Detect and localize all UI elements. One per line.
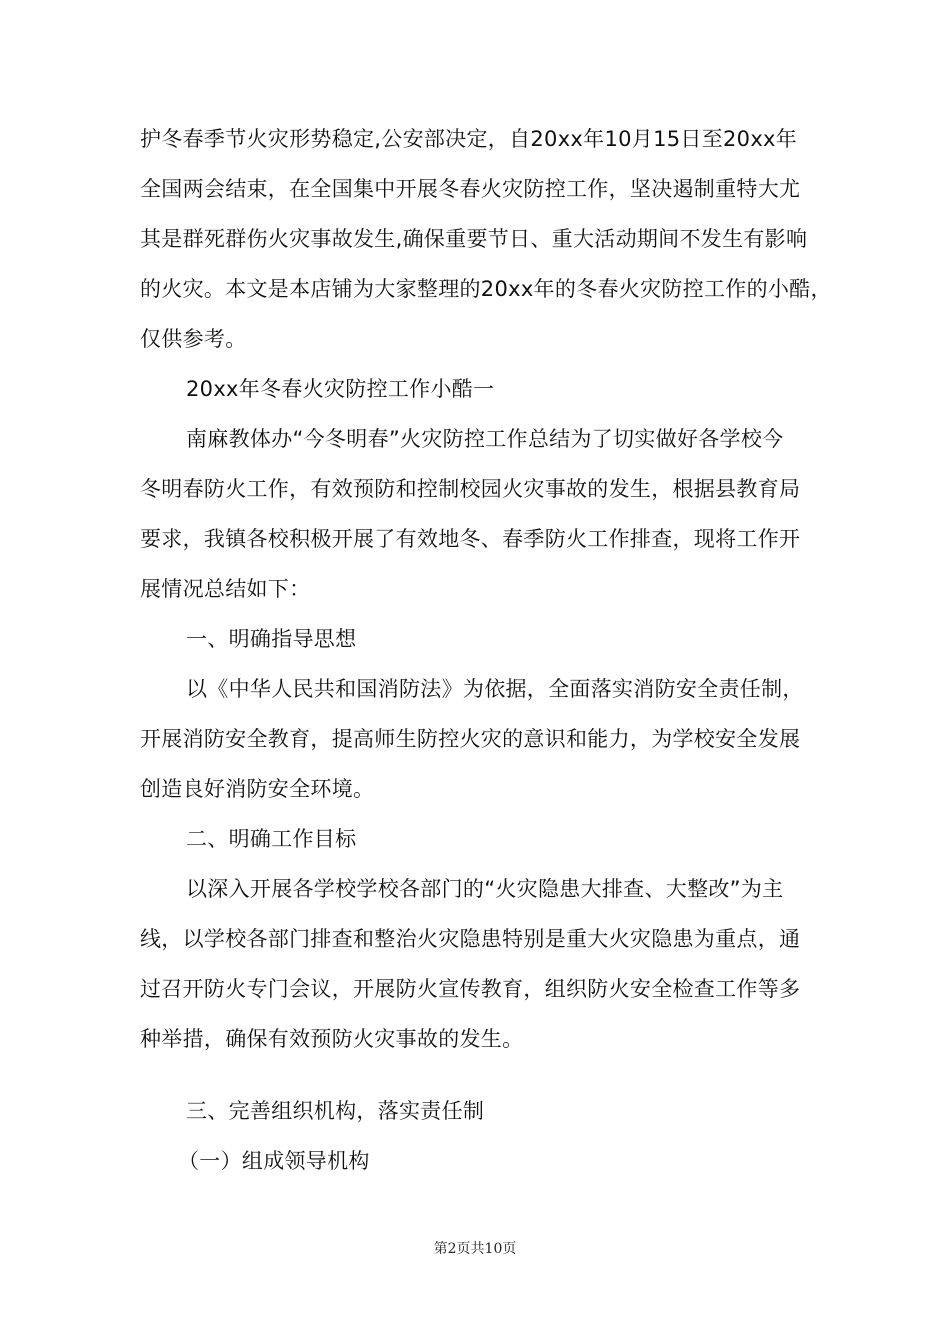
body-text-line: 种举措，确保有效预防火灾事故的发生。: [140, 1027, 524, 1051]
body-text-line: 线，以学校各部门排查和整治火灾隐患特别是重大火灾隐患为重点，通: [140, 927, 801, 951]
body-text-line: 其是群死群伤火灾事故发生,确保重要节日、重大活动期间不发生有影响: [140, 227, 808, 251]
body-text-line: 全国两会结束，在全国集中开展冬春火灾防控工作，坚决遏制重特大尤: [140, 177, 801, 201]
body-text-line: 开展消防安全教育，提高师生防控火灾的意识和能力，为学校安全发展: [140, 727, 801, 751]
page-footer: 第2页共10页: [433, 1241, 517, 1257]
body-text-line: 护冬春季节火灾形势稳定,公安部决定，自20xx年10月15日至20xx年: [140, 127, 798, 151]
body-text-line: 冬明春防火工作，有效预防和控制校园火灾事故的发生，根据县教育局: [140, 477, 801, 501]
section-title: 20xx年冬春火灾防控工作小酷一: [186, 377, 495, 401]
body-text-line: 仅供参考。: [140, 327, 247, 351]
body-text-line: 展情况总结如下：: [140, 577, 311, 601]
heading-organization: 三、完善组织机构，落实责任制: [186, 1099, 485, 1123]
subheading-leadership: （一）组成领导机构: [178, 1149, 370, 1173]
body-text-line: 以《中华人民共和国消防法》为依据，全面落实消防安全责任制，: [186, 677, 804, 701]
body-text-line: 创造良好消防安全环境。: [140, 777, 375, 801]
heading-guiding-ideology: 一、明确指导思想: [186, 627, 357, 651]
body-text-line: 南麻教体办“今冬明春”火灾防控工作总结为了切实做好各学校今: [186, 427, 784, 451]
body-text-line: 过召开防火专门会议，开展防火宣传教育，组织防火安全检查工作等多: [140, 977, 801, 1001]
body-text-line: 要求，我镇各校积极开展了有效地冬、春季防火工作排查，现将工作开: [140, 527, 801, 551]
body-text-line: 的火灾。本文是本店铺为大家整理的20xx年的冬春火灾防控工作的小酷，: [140, 277, 832, 301]
body-text-line: 以深入开展各学校学校各部门的“火灾隐患大排查、大整改”为主: [186, 877, 784, 901]
heading-work-goals: 二、明确工作目标: [186, 827, 357, 851]
